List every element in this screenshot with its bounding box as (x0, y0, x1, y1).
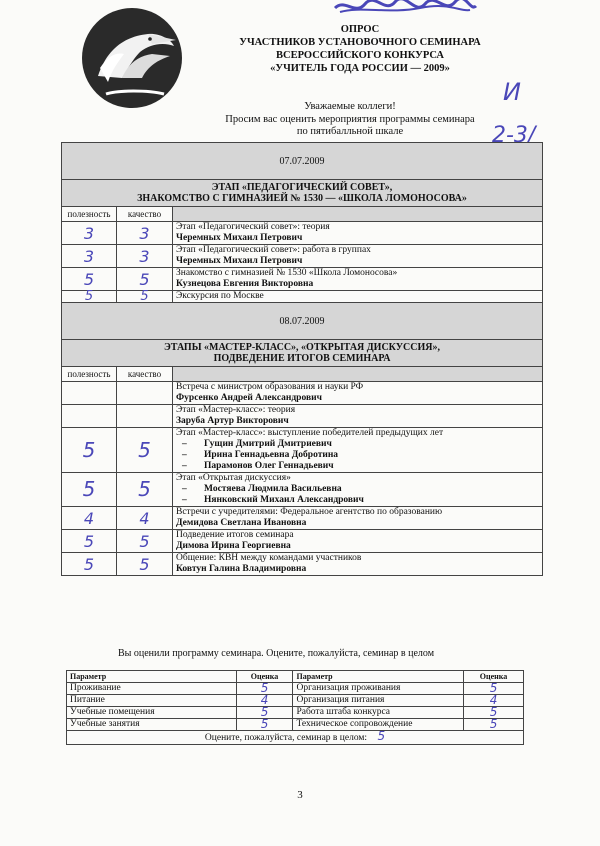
col-quality: качество (117, 367, 173, 382)
score-quality[interactable] (117, 382, 173, 405)
date-row-day2 (62, 303, 543, 340)
page-number: 3 (297, 789, 303, 801)
date-day2: 08.07.2009 (62, 303, 543, 340)
score-quality[interactable] (117, 405, 173, 428)
overall-score-row (67, 731, 524, 745)
col-usefulness: полезность (62, 367, 117, 382)
table-row: 5 5 Общение: КВН между командами участников Ковтун Галина Владимировна (62, 553, 543, 576)
table-row: 5 5 Этап «Открытая дискуссия» – Мостяева Людмила Васильевна – Нянковский Михаил Александрович (62, 473, 543, 507)
col-parameter: Параметр (67, 671, 237, 683)
score-usefulness[interactable]: 5 (62, 268, 117, 291)
table-row: Питание 4 Организация питания 4 (67, 695, 524, 707)
score-quality[interactable]: 5 (117, 291, 173, 303)
table-row: 5 5 Подведение итогов семинара Димова Ирина Георгиевна (62, 530, 543, 553)
stage-header-day2: ЭТАПЫ «МАСТЕР-КЛАСС», «ОТКРЫТАЯ ДИСКУССИЯ», ПОДВЕДЕНИЕ ИТОГОВ СЕМИНАРА (62, 340, 543, 367)
score-field[interactable]: 5 (236, 683, 293, 695)
col-score: Оценка (236, 671, 293, 683)
score-usefulness[interactable]: 5 (62, 530, 117, 553)
score-usefulness[interactable]: 4 (62, 507, 117, 530)
col-usefulness: полезность (62, 207, 117, 222)
score-quality[interactable]: 5 (117, 553, 173, 576)
table-row: 3 3 Этап «Педагогический совет»: теория Черемных Михаил Петрович (62, 222, 543, 245)
score-usefulness[interactable] (62, 382, 117, 405)
score-quality[interactable]: 5 (117, 268, 173, 291)
score-quality[interactable]: 5 (117, 428, 173, 473)
overall-rating-table (66, 670, 524, 745)
score-usefulness[interactable]: 5 (62, 428, 117, 473)
table-row: 4 4 Встречи с учредителями: Федеральное агентство по образованию Демидова Светлана Ивановна (62, 507, 543, 530)
score-usefulness[interactable] (62, 405, 117, 428)
score-field[interactable]: 5 (464, 683, 524, 695)
score-field[interactable]: 4 (236, 695, 293, 707)
score-usefulness[interactable]: 3 (62, 222, 117, 245)
overall-label: Оцените, пожалуйста, семинар в целом: (204, 733, 368, 743)
score-quality[interactable]: 5 (117, 473, 173, 507)
table-row: 5 5 Этап «Мастер-класс»: выступление победителей предыдущих лет – Гущин Дмитрий Дмитриевич – Ирина Геннадьевна Добротина – Парамонов Олег Геннадьевич (62, 428, 543, 473)
score-field[interactable]: 5 (236, 719, 293, 731)
date-day1: 07.07.2009 (62, 143, 543, 180)
overall-question: Вы оценили программу семинара. Оцените, пожалуйста, семинар в целом (118, 648, 435, 659)
table-row: Этап «Мастер-класс»: теория Заруба Артур Викторович (62, 405, 543, 428)
score-field[interactable]: 5 (464, 707, 524, 719)
col-quality: качество (117, 207, 173, 222)
col-score: Оценка (464, 671, 524, 683)
score-quality[interactable]: 3 (117, 245, 173, 268)
score-quality[interactable]: 3 (117, 222, 173, 245)
score-field[interactable]: 5 (236, 707, 293, 719)
table-row: Учебные занятия 5 Техническое сопровождение 5 (67, 719, 524, 731)
table-row: 3 3 Этап «Педагогический совет»: работа в группах Черемных Михаил Петрович (62, 245, 543, 268)
table-row: 5 5 Знакомство с гимназией № 1530 «Школа Ломоносова» Кузнецова Евгения Викторовна (62, 268, 543, 291)
survey-title: ОПРОС УЧАСТНИКОВ УСТАНОВОЧНОГО СЕМИНАРА ВСЕРОССИЙСКОГО КОНКУРСА «УЧИТЕЛЬ ГОДА РОССИИ — 2009» (239, 24, 481, 74)
column-header-day2 (62, 367, 543, 382)
handwritten-corner-mark: И (503, 78, 521, 106)
stage-header-day1: ЭТАП «ПЕДАГОГИЧЕСКИЙ СОВЕТ», ЗНАКОМСТВО С ГИМНАЗИЕЙ № 1530 — «ШКОЛА ЛОМОНОСОВА» (62, 180, 543, 207)
score-field[interactable]: 5 (464, 719, 524, 731)
pelican-logo (78, 6, 186, 110)
handwritten-right-mark: 2-3/ (492, 123, 536, 148)
score-usefulness[interactable]: 5 (62, 473, 117, 507)
greeting-block: Уважаемые коллеги! Просим вас оценить мероприятия программы семинара по пятибалльной шкале (225, 101, 475, 137)
table-row: Встреча с министром образования и науки РФ Фурсенко Андрей Александрович (62, 382, 543, 405)
score-usefulness[interactable]: 3 (62, 245, 117, 268)
ink-scribble-top (330, 0, 480, 18)
score-usefulness[interactable]: 5 (62, 291, 117, 303)
table-row: Учебные помещения 5 Работа штаба конкурса 5 (67, 707, 524, 719)
score-quality[interactable]: 4 (117, 507, 173, 530)
date-row-day1 (62, 143, 543, 180)
table-row: 5 5 Экскурсия по Москве (62, 291, 543, 303)
overall-score-field[interactable]: 5 (377, 729, 386, 743)
score-usefulness[interactable]: 5 (62, 553, 117, 576)
program-rating-table (61, 142, 543, 576)
table-row: Проживание 5 Организация проживания 5 (67, 683, 524, 695)
column-header-day1 (62, 207, 543, 222)
score-field[interactable]: 4 (464, 695, 524, 707)
score-quality[interactable]: 5 (117, 530, 173, 553)
overall-header-row (67, 671, 524, 683)
col-parameter: Параметр (293, 671, 464, 683)
